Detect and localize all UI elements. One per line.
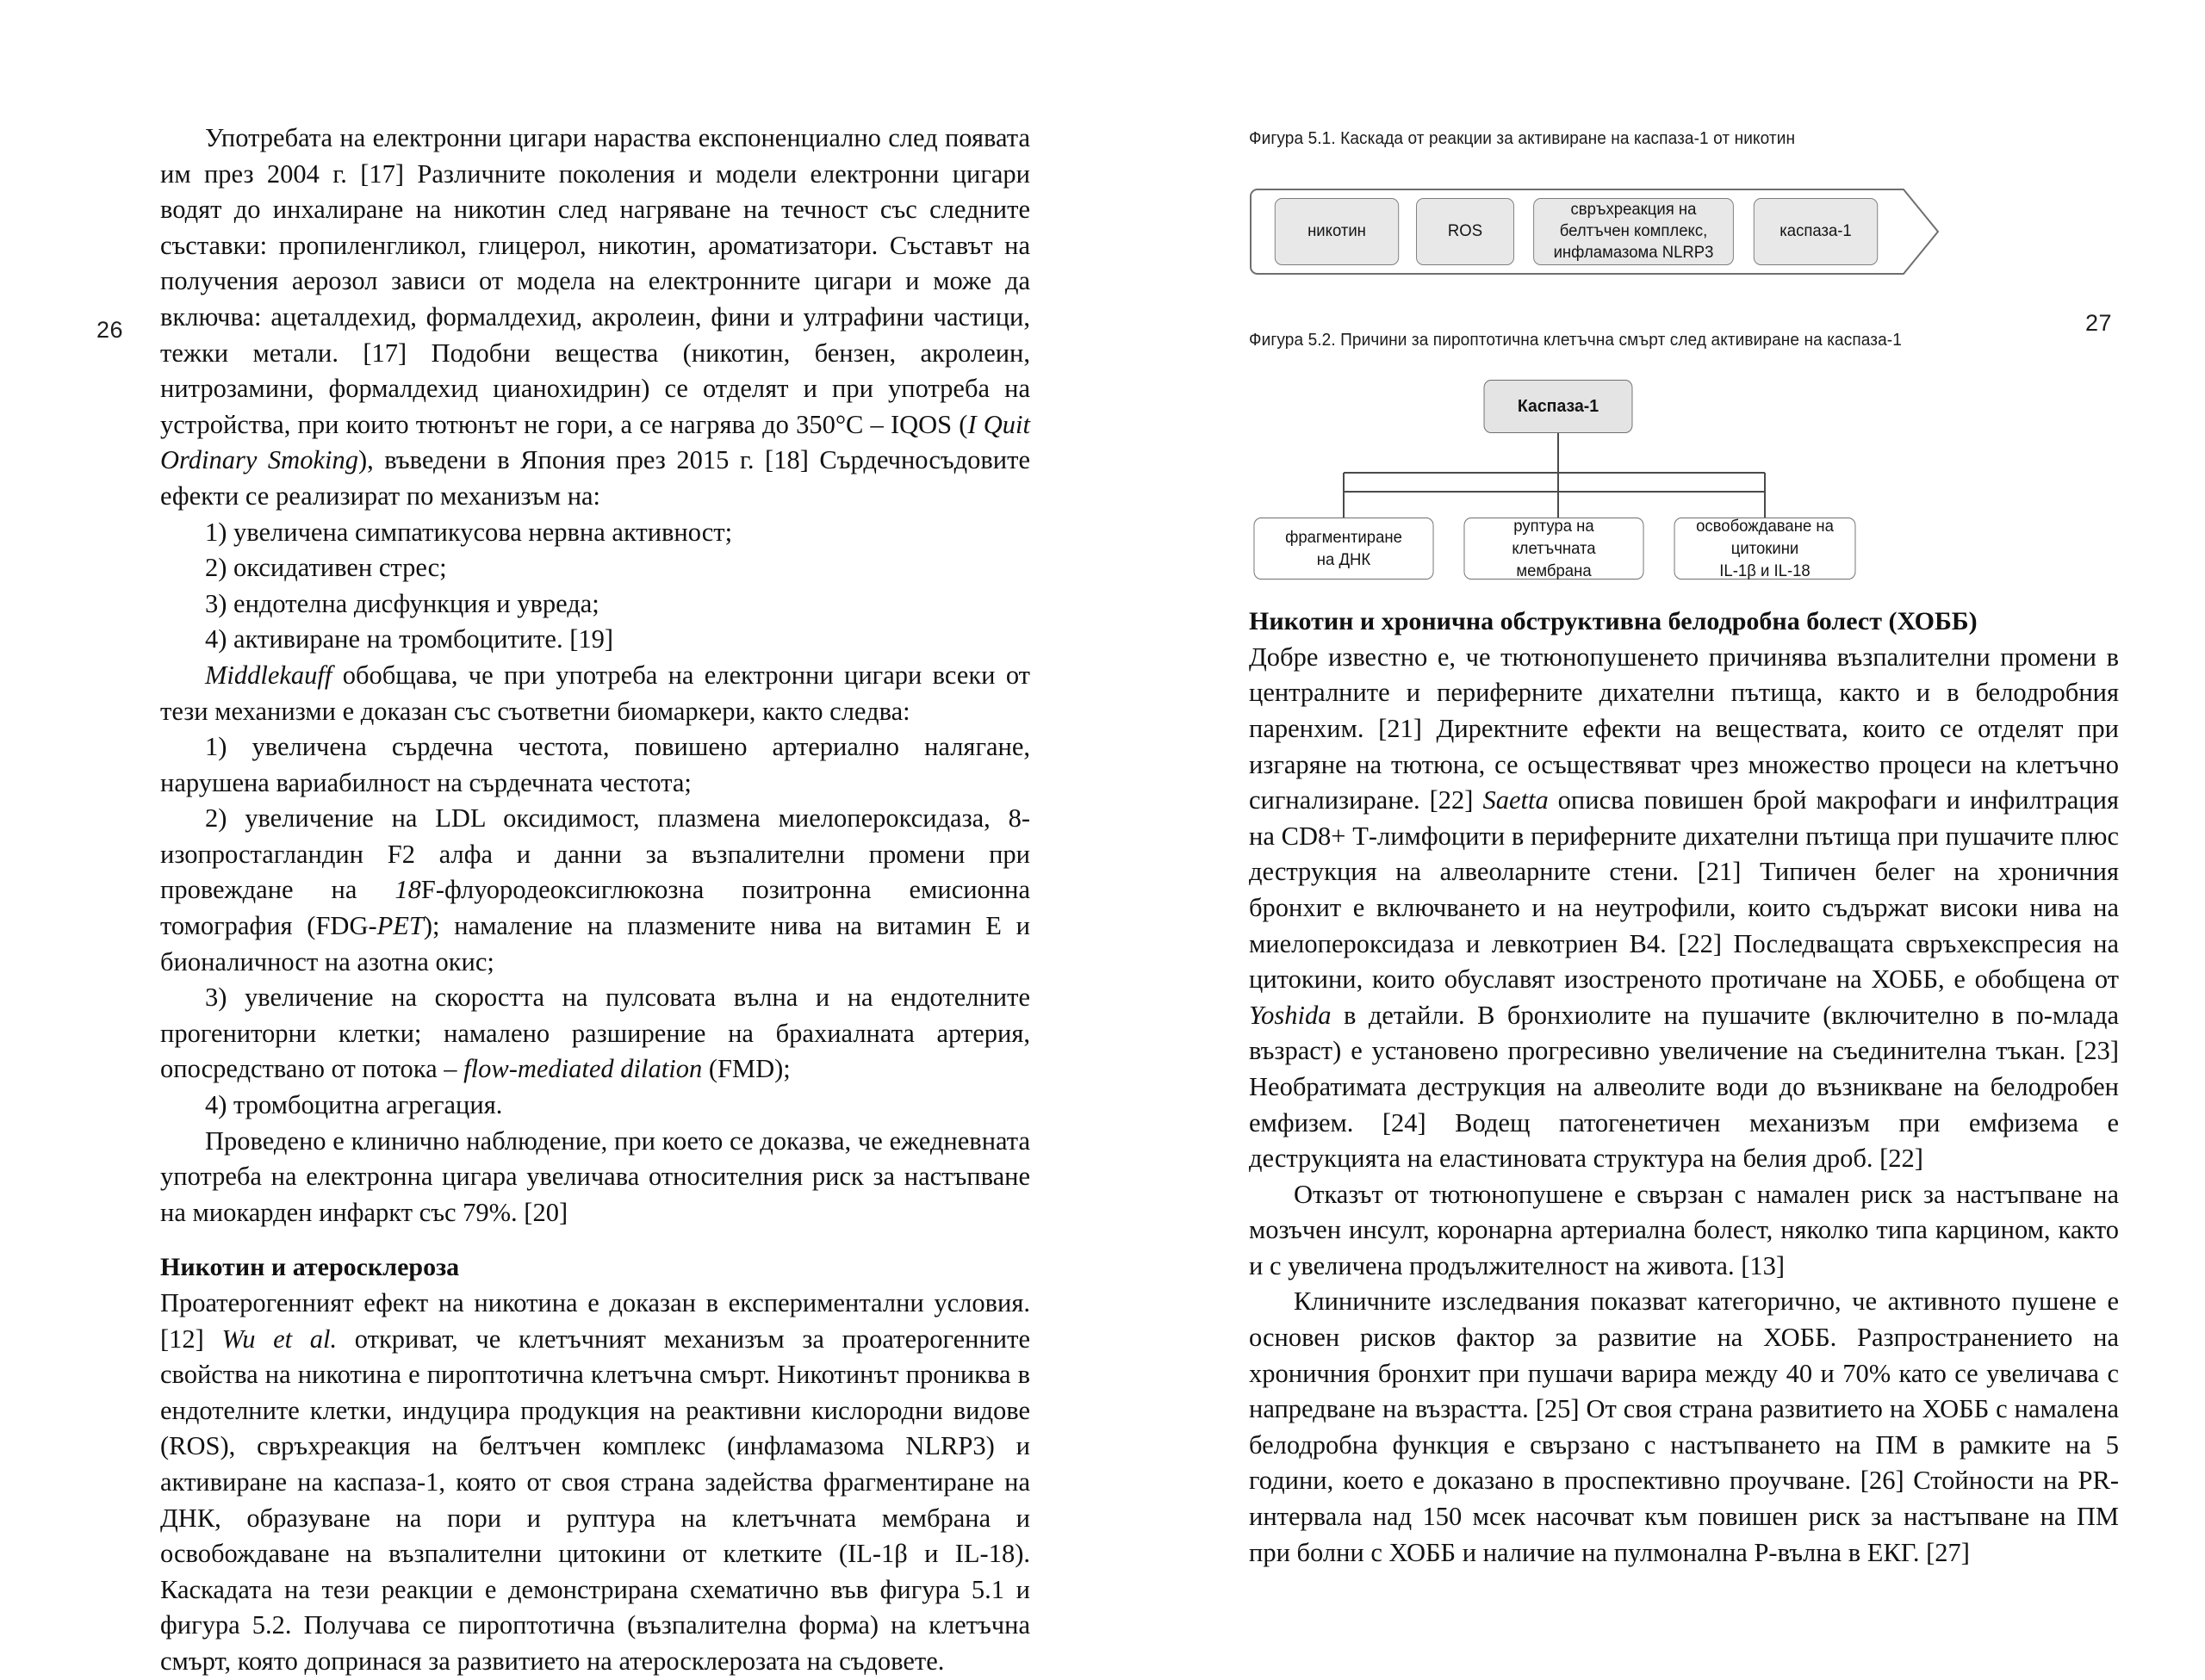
list-item: 1) увеличена сърдечна честота, повишено артериално налягане, нарушена вариабилност на сърдечната честота; [160,732,1030,797]
italic-iqos-expansion: I Quit Ordinary Smoking [160,409,1030,475]
italic-author-wu-et-al: Wu et al. [221,1324,338,1354]
list-item-fmd: 3) увеличение на скоростта на пулсовата вълна и на ендотелните прогениторни клетки; намалено разширение на брахиалната артерия, опосредствано от потока – flow-mediated dilation (FMD); [160,983,1030,1084]
figure-box-ros [1416,198,1514,265]
figure-box-nicotine [1275,198,1399,265]
right-column-content [1249,121,2119,1571]
paragraph-clinical-observation: Проведено е клинично наблюдение, при което се доказва, че ежедневната употреба на електронна цигара увеличава относителния риск за настъпване на миокарден инфаркт със 79%. [20] [160,1125,1030,1227]
tree-node-label-line: IL-1β и IL-18 [1719,561,1811,581]
figure-box-label-line: инфламазома NLRP3 [1553,243,1714,263]
section-heading-copd: Никотин и хронична обструктивна белодробна болест (ХОББ) [1249,607,1978,636]
paragraph-copd-intro: Добре известно е, че тютюнопушенето причинява възпалителни промени в централните и периферните дихателни пътища, както и в белодробния паренхим. [21] Директните ефекти на веществата, които се отделят при изгаряне на тютюна, се осъществяват чрез множество процеси на клетъчно сигнализиране. [22] Saetta описва повишен брой макрофаги и инфилтрация на CD8+ Т-лимфоцити в периферните дихателни пътища при пушачите плюс деструкция на алвеоларните стени. [21] Типичен белег на хроничния бронхит е включването и на неутрофили, които съдържат високи нива на миелопероксидаза и левкотриен В4. [22] Последващата свръхекспресия на цитокини, които обуславят изостреното протичане на ХОББ, е обобщена от Yoshida в детайли. В бронхиолите на пушачите (включително в по-млада възраст) е установено прогресивно увеличение на съединителна тъкан. [23] Необратимата деструкция на алвеолите води до възникване на белодробен емфизем. [24] Водещ патогенетичен механизъм при емфизема е деструкцията на еластиновата структура на белия дроб. [22] [1249,642,2120,1174]
tree-node-label-line: руптура на [1513,517,1594,536]
left-column-text [160,121,1030,1680]
figure-box-label-line: свръхреакция на [1570,200,1697,220]
paragraph-intro [160,121,1030,515]
list-item: 4) активиране на тромбоцитите. [19] [205,624,614,654]
figure-box-label: ROS [1447,221,1483,241]
figure-box-caspase-1 [1754,198,1878,265]
list-item: 4) тромбоцитна агрегация. [205,1090,503,1120]
tree-node-label-line: на ДНК [1316,550,1371,570]
tree-node-label-line: клетъчната [1512,539,1596,559]
list-item: 3) ендотелна дисфункция и увреда; [205,588,599,618]
paragraph-clinical-studies: Клиничните изследвания показват категорично, че активното пушене е основен рисков фактор за развитие на ХОББ. Разпространението на хроничния бронхит при пушачи варира между 40 и 70% като се увеличава с напредване на възрастта. [25] От своя страна развитието на ХОББ с намалена белодробна функция е свързано с настъпването на ПМ в рамките на 5 години, което е доказано в проспективно проучване. [26] Стойности на PR-интервала над 150 мсек насочват към повишен риск за настъпване на ПМ при болни с ХОББ и наличие на пулмонална P-вълна в ЕКГ. [27] [1249,1286,2119,1567]
page-number-right: 27 [2084,310,2112,336]
tree-node-label: Каспаза-1 [1517,396,1599,417]
tree-node-label-line: фрагментиране [1285,528,1402,548]
paragraph-text: Употребата на електронни цигари нараства експоненциално след появата им през 2004 г. [17] Различните поколения и модели електронни цигари водят до инхалиране на никотин след нагряване на течност със следните съставки: пропиленгликол, глицерол, никотин, ароматизатори. Съставът на получения аерозол зависи от модела на електронните цигари и може да включва: ацеталдехид, формалдехид, акролеин, фини и ултрафини частици, тежки метали. [17] Подобни вещества (никотин, бензен, акролеин, нитрозамини, формалдехид цианохидрин) се отделят и при употреба на устройства, при които тютюнът не гори, а се нагрява до 350°C – IQOS ( [160,123,1030,439]
page-right [1102,0,2205,1567]
figure-5-1 [1249,179,1947,284]
tree-node-caspase-1 [1484,380,1633,433]
figure-box-label: никотин [1307,221,1366,241]
tree-node-label-line: освобождаване на [1696,517,1834,536]
paragraph-atherosclerosis: Проатерогенният ефект на никотина е доказан в експериментални условия. [12] Wu et al. откриват, че клетъчният механизъм за проатерогенните свойства на никотина е пироптотична клетъчна смърт. Никотинът прониква в ендотелните клетки, индуцира продукция на реактивни кислородни видове (ROS), свръхреакция на белтъчен комплекс (инфламазома NLRP3) и активиране на каспаза-1, която от своя страна задейства фрагментиране на ДНК, образуване на пори и руптура на клетъчната мембрана и освобождаване на възпалителни цитокини от клетките (IL-1β и IL-18). Каскадата на тези реакции е демонстрирана схематично във фигура 5.1 и фигура 5.2. Получава се пироптотична (възпалителна форма) на клетъчна смърт, която допринася за развитието на атеросклерозата на съдовете. [160,1288,1030,1676]
figure-box-nlrp3 [1533,198,1734,265]
list-item-biomarkers: 2) увеличение на LDL оксидимост, плазмена миелопероксидаза, 8-изопростагландин F2 алфа и данни за възпалителни промени при провеждане на 18F-флуородеоксиглюкозна позитронна емисионна томография (FDG-PET); намаление на плазмените нива на витамин Е и бионаличност на азотна окис; [160,803,1030,976]
figure-5-1-caption: Фигура 5.1. Каскада от реакции за активиране на каспаза-1 от никотин [1249,128,1796,148]
paragraph-text-cont: ), въведени в Япония през 2015 г. [18] Сърдечносъдовите ефекти се реализират по механизъм на: [160,445,1030,511]
italic-author-yoshida: Yoshida [1249,1000,1332,1030]
figure-box-label: каспаза-1 [1780,221,1852,241]
tree-node-label-line: мембрана [1516,561,1592,581]
list-item: 1) увеличена симпатикусова нервна активност; [205,517,733,547]
italic-author-middlekauff: Middlekauff [205,660,332,690]
paragraph-middlekauff: Middlekauff обобщава, че при употреба на електронни цигари всеки от тези механизми е доказан със съответни биомаркери, както следва: [160,660,1030,726]
figure-5-1-box-row [1271,198,1881,265]
page-left [0,0,1102,1676]
paragraph-smoking-cessation: Отказът от тютюнопушене е свързан с намален риск за настъпване на мозъчен инсулт, коронарна артериална болест, няколко типа карцином, както и с увеличена продължителност на живота. [13] [1249,1179,2119,1280]
italic-flow-mediated-dilation: flow-mediated dilation [463,1054,703,1084]
section-heading-atherosclerosis: Никотин и атеросклероза [160,1253,460,1282]
figure-5-2-caption: Фигура 5.2. Причини за пироптотична клетъчна смърт след активиране на каспаза-1 [1249,329,1902,350]
list-item: 2) оксидативен стрес; [205,553,447,583]
page-number-left: 26 [96,317,124,343]
italic-author-saetta: Saetta [1482,785,1549,815]
tree-node-membrane-rupture [1464,518,1644,580]
tree-node-cytokine-release [1674,518,1856,580]
figure-5-2 [1249,380,1972,581]
tree-node-dna-fragmentation [1254,518,1434,580]
tree-node-label-line: цитокини [1730,539,1799,559]
italic-18f: 18 [394,875,421,905]
figure-box-label-line: белтъчен комплекс, [1559,221,1708,241]
italic-pet: PET [376,911,424,941]
